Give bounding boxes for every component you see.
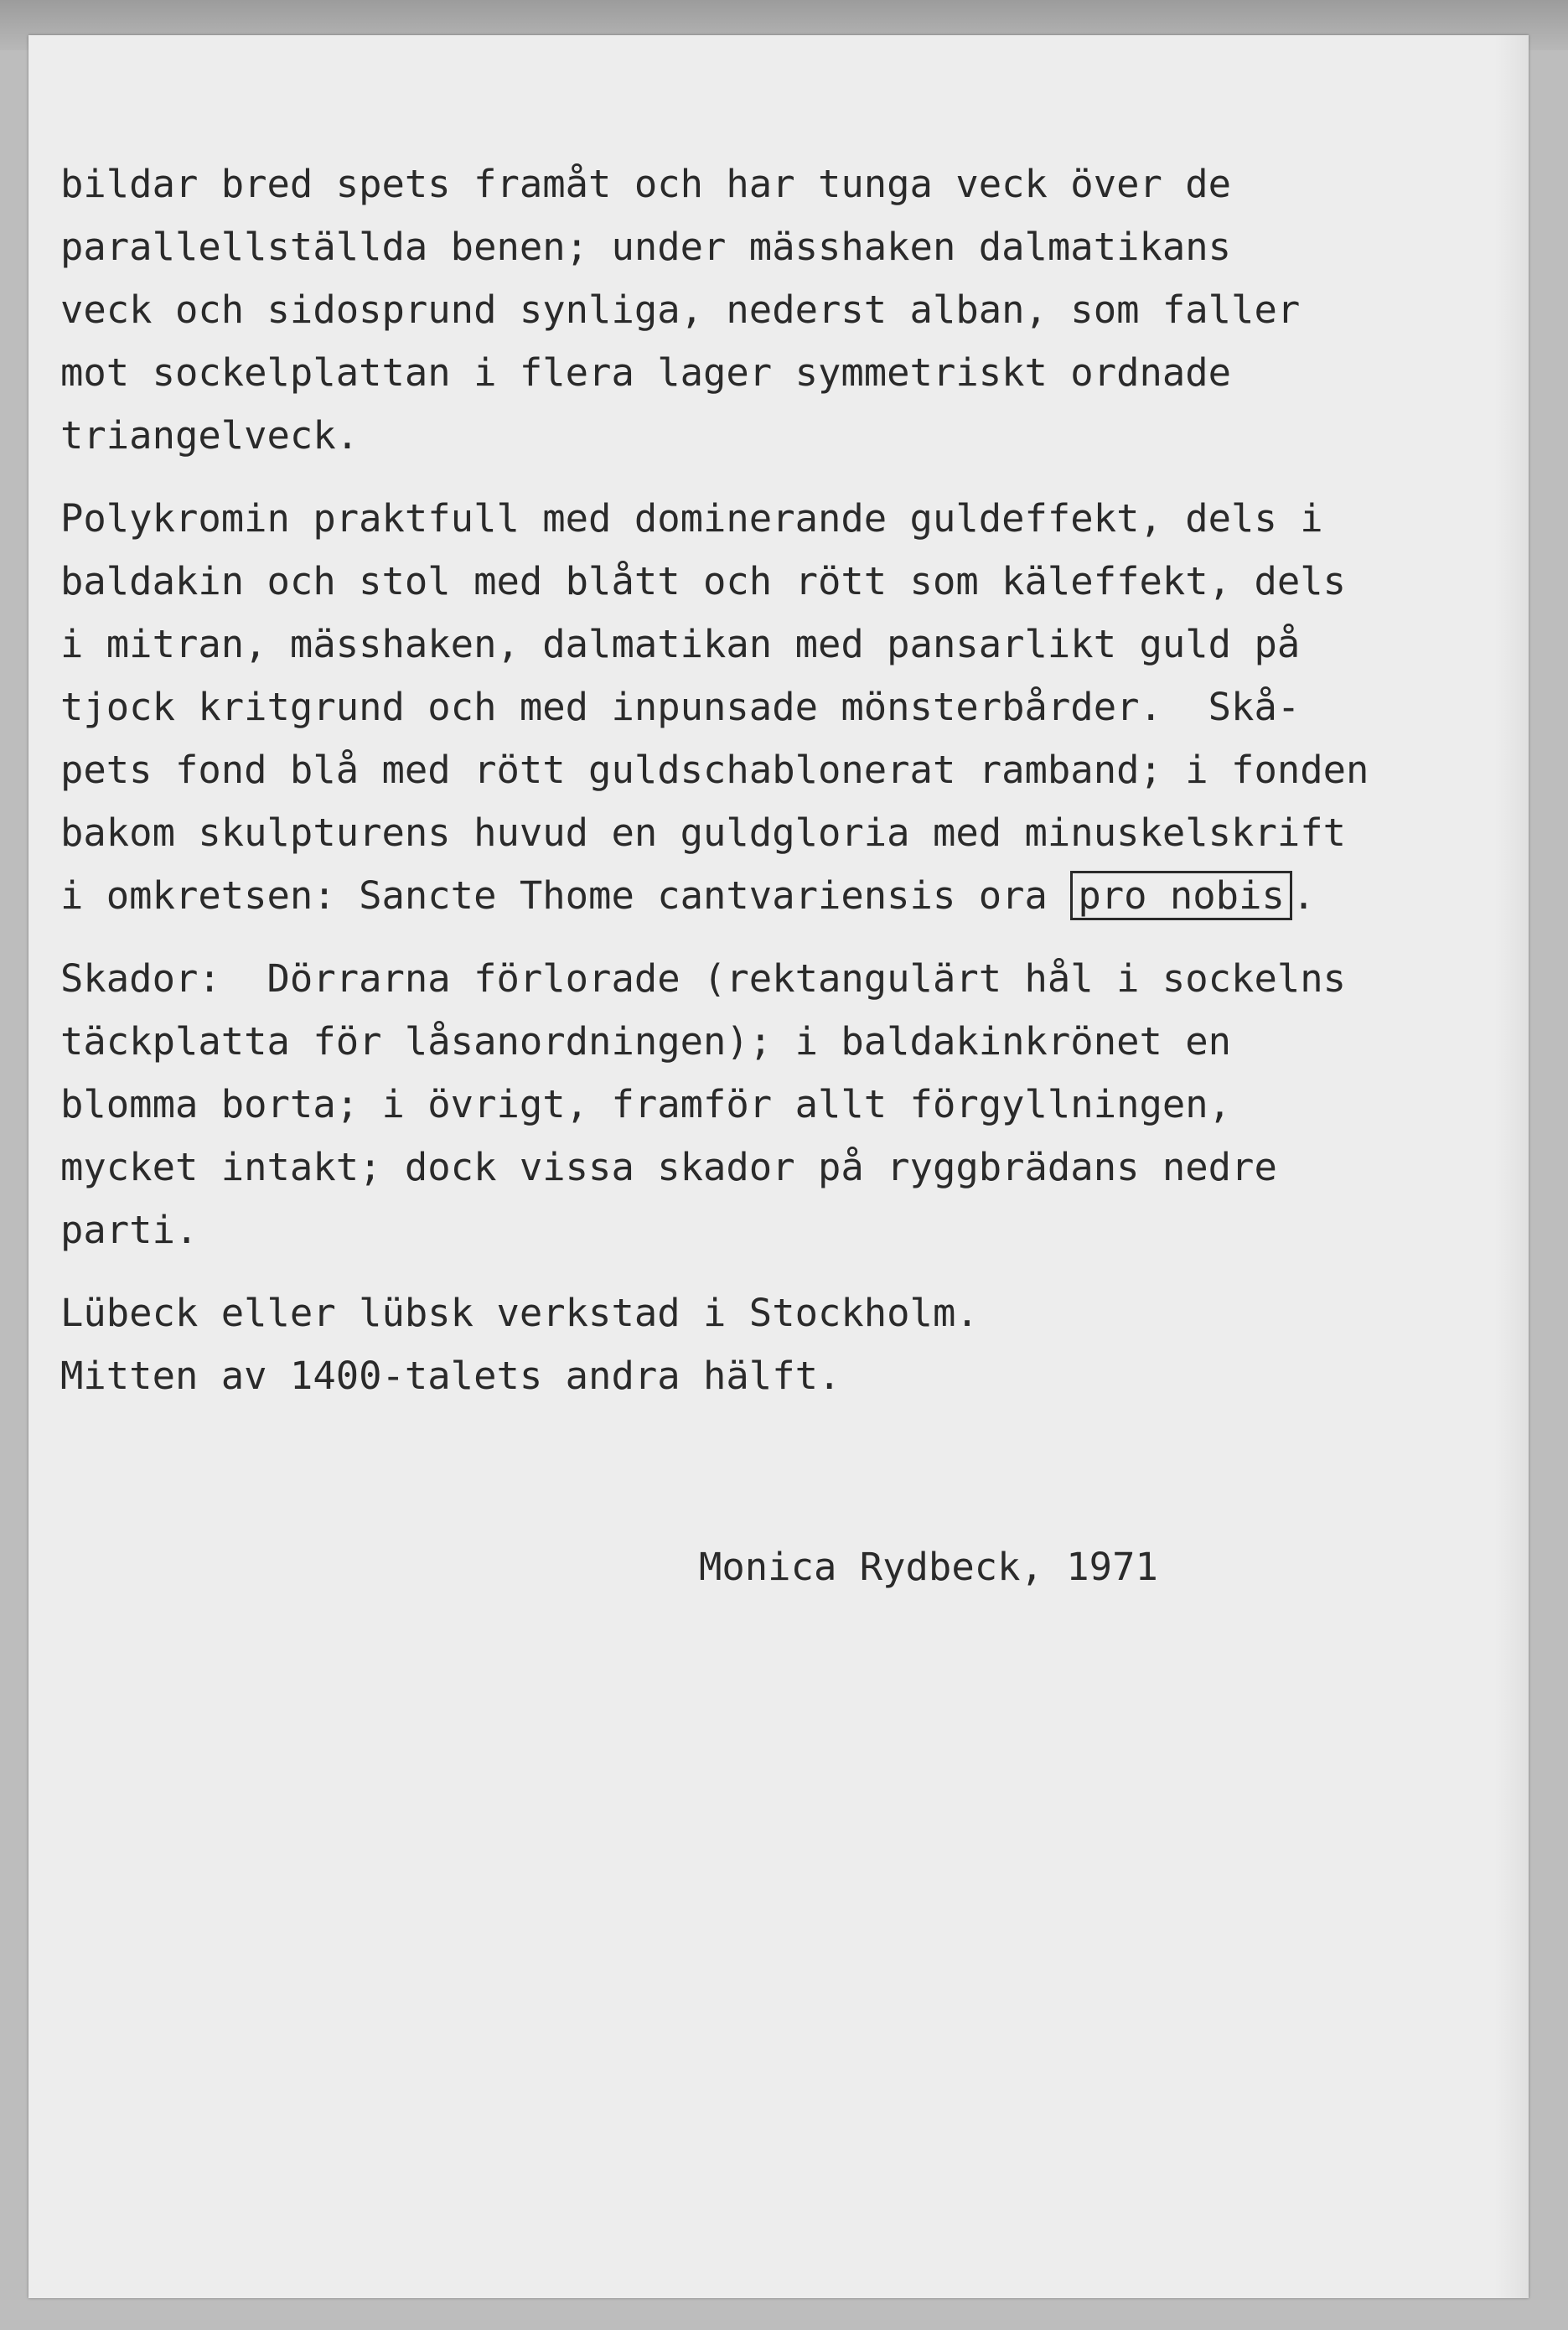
inscription-suffix: . [1291, 873, 1316, 918]
text-line: bakom skulpturens huvud en guldgloria med minuskelskrift [60, 810, 1347, 855]
paragraph-polychromy [60, 487, 1535, 927]
text-line: Mitten av 1400-talets andra hälft. [60, 1354, 841, 1398]
text-line: mot sockelplattan i flera lager symmetriskt ordnade [60, 350, 1232, 395]
text-line: pets fond blå med rött guldschablonerat ramband; i fonden [60, 748, 1369, 792]
text-line: Lübeck eller lübsk verkstad i Stockholm. [60, 1291, 979, 1335]
text-line: baldakin och stol med blått och rött som käleffekt, dels [60, 559, 1347, 603]
text-line: veck och sidosprund synliga, nederst alban, som faller [60, 287, 1301, 332]
paragraph-description [60, 153, 1535, 467]
paragraph-damage [60, 947, 1535, 1261]
text-line: mycket intakt; dock vissa skador på ryggbrädans nedre [60, 1145, 1277, 1189]
paragraph-attribution [60, 1282, 1535, 1407]
document-card [28, 35, 1529, 2298]
text-line: tjock kritgrund och med inpunsade mönsterbårder. Skå- [60, 685, 1301, 729]
text-line: Skador: Dörrarna förlorade (rektangulärt hål i sockelns [60, 956, 1347, 1001]
typed-text-body [60, 153, 1535, 1427]
text-line: blomma borta; i övrigt, framför allt förgyllningen, [60, 1082, 1232, 1126]
text-line: triangelveck. [60, 413, 360, 458]
author-signature: Monica Rydbeck, 1971 [699, 1545, 1158, 1589]
text-line: i mitran, mässhaken, dalmatikan med pansarlikt guld på [60, 622, 1301, 666]
text-line: parti. [60, 1208, 199, 1252]
inscription-prefix: i omkretsen: Sancte Thome cantvariensis ora [60, 873, 1071, 918]
bracketed-text: pro nobis [1070, 871, 1292, 920]
text-line-inscription [60, 864, 1535, 927]
text-line: bildar bred spets framåt och har tunga veck över de [60, 162, 1232, 206]
text-line: Polykromin praktfull med dominerande guldeffekt, dels i [60, 496, 1323, 541]
text-line: täckplatta för låsanordningen); i baldakinkrönet en [60, 1019, 1232, 1064]
text-line: parallellställda benen; under mässhaken dalmatikans [60, 225, 1232, 269]
